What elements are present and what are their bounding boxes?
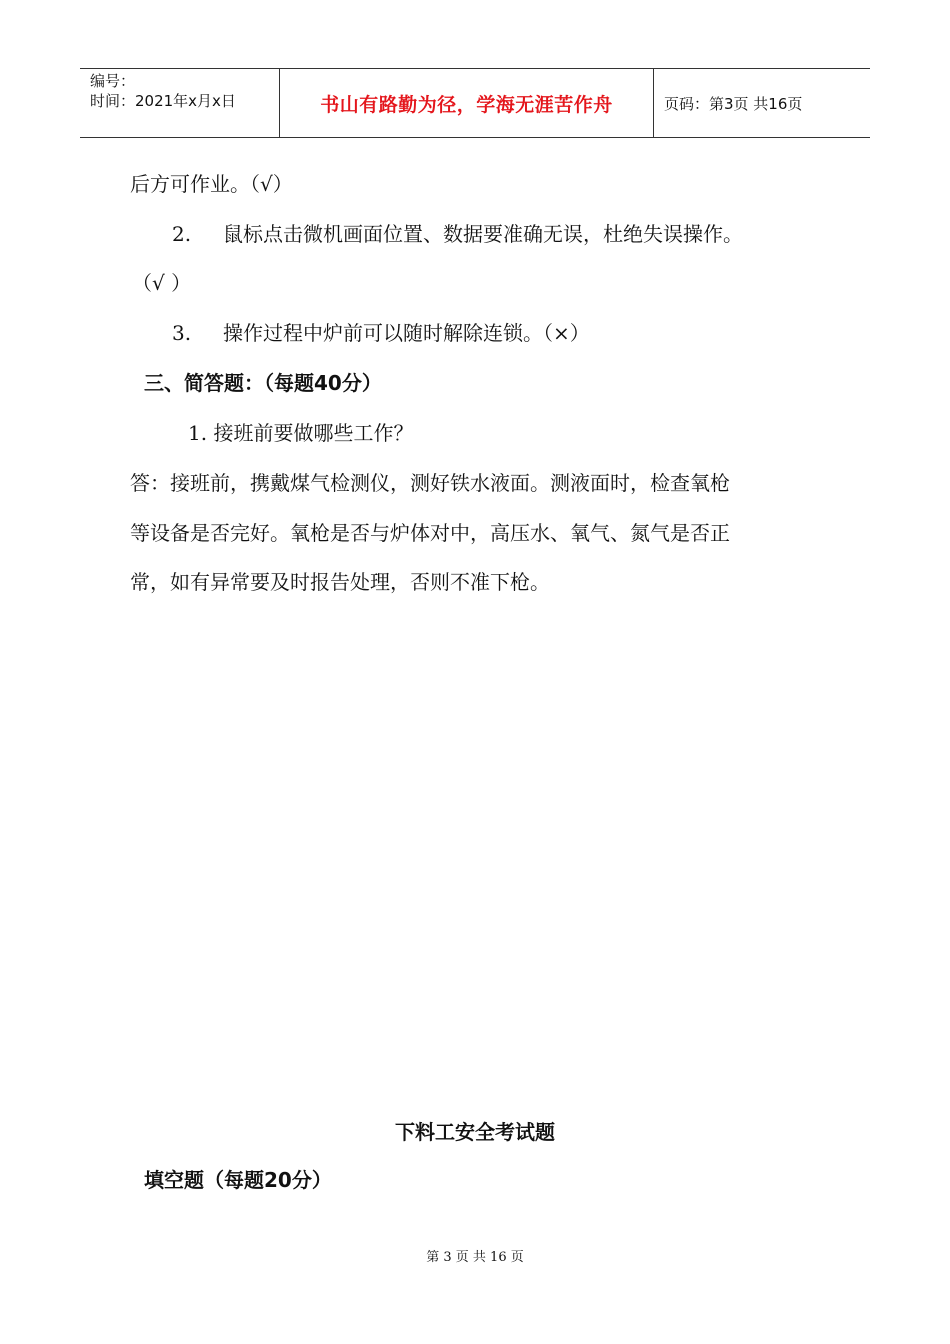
answer-line-1: 答：接班前，携戴煤气检测仪，测好铁水液面。测液面时，检查氧枪 (130, 471, 730, 495)
header-page-info: 页码：第3页 共16页 (664, 94, 803, 113)
continued-line: 后方可作业。（√） (130, 172, 293, 196)
number-label: 编号： (90, 72, 136, 90)
time-label: 时间：2021年x月x日 (90, 92, 236, 110)
item-2-text: 鼠标点击微机画面位置、数据要准确无误，杜绝失误操作。 (223, 222, 743, 246)
item-3-text: 操作过程中炉前可以随时解除连锁。（×） (223, 321, 590, 345)
answer-line-2: 等设备是否完好。氧枪是否与炉体对中，高压水、氧气、氮气是否正 (130, 521, 730, 545)
answer-line-3: 常，如有异常要及时报告处理，否则不准下枪。 (130, 570, 550, 594)
second-exam-title: 下料工安全考试题 (395, 1120, 555, 1144)
item-2-number: 2. (172, 222, 192, 246)
question-1: 1. 接班前要做哪些工作？ (188, 421, 414, 445)
item-3-number: 3. (172, 321, 192, 345)
header-meta (80, 69, 280, 137)
header-motto: 书山有路勤为径，学海无涯苦作舟 (280, 69, 654, 137)
section-3-title: 三、简答题：（每题40分） (144, 371, 382, 395)
document-header (80, 68, 870, 138)
item-2-mark: （√ ） (132, 271, 192, 295)
page-footer: 第 3 页 共 16 页 (426, 1250, 524, 1265)
fill-blank-section-title: 填空题（每题20分） (144, 1168, 332, 1192)
